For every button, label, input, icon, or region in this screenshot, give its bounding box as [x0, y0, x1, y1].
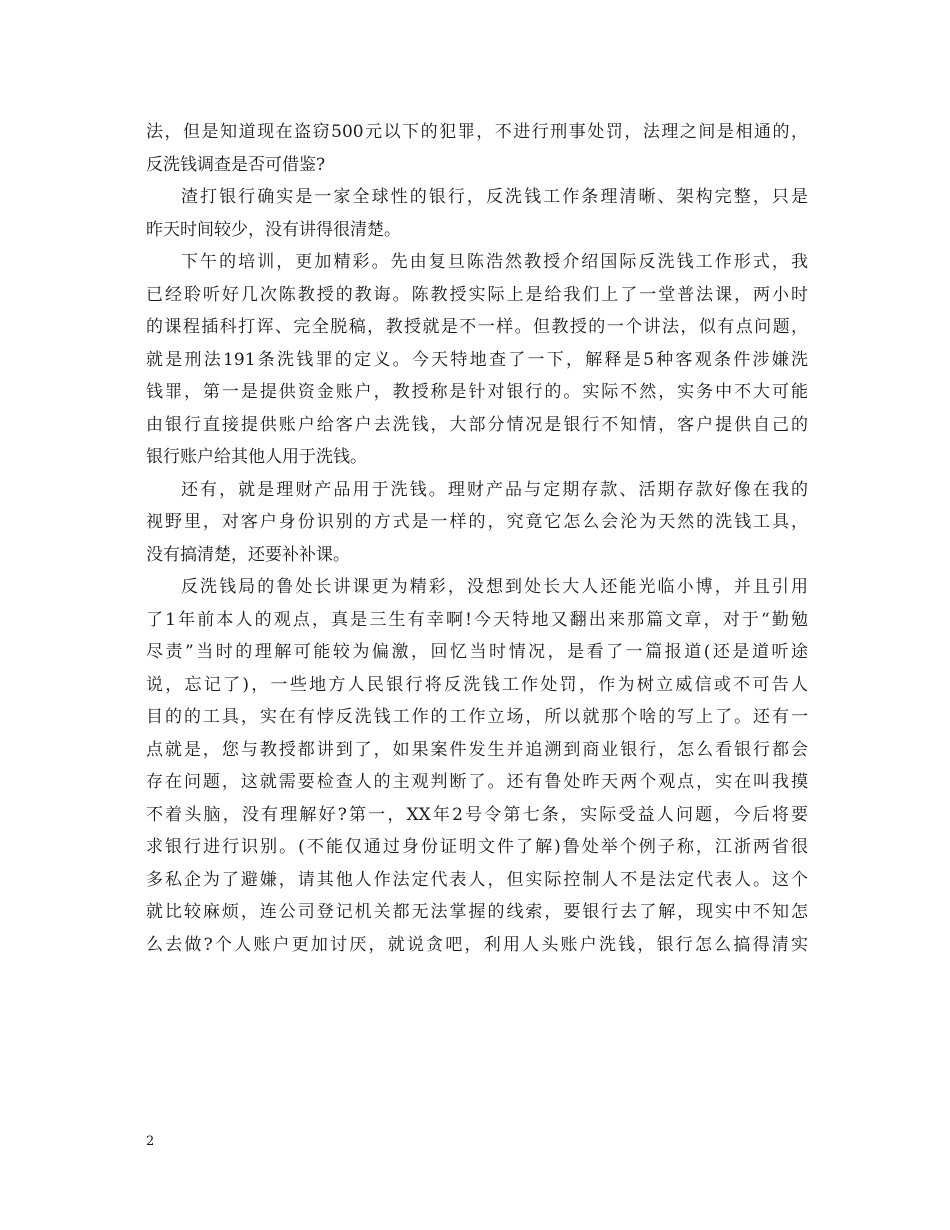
- text-line: 目的的工具，实在有悖反洗钱工作的工作立场，所以就那个啥的写上了。还有一: [146, 707, 808, 727]
- text-line: 没有搞清楚，还要补补课。: [146, 544, 350, 565]
- text-line: 么去做?个人账户更加讨厌，就说贪吧，利用人头账户洗钱，银行怎么搞得清实: [146, 934, 808, 955]
- text-line: 反洗钱调查是否可借鉴?: [146, 154, 326, 175]
- text-line: 已经聆听好几次陈教授的教诲。陈教授实际上是给我们上了一堂普法课，两小时: [146, 284, 808, 305]
- text-line: 点就是，您与教授都讲到了，如果案件发生并追溯到商业银行，怎么看银行都会: [146, 739, 808, 760]
- paragraph-first-line: 下午的培训，更加精彩。先由复旦陈浩然教授介绍国际反洗钱工作形式，我: [181, 252, 808, 272]
- text-line: 钱罪，第一是提供资金账户，教授称是针对银行的。实际不然，实务中不大可能: [146, 382, 808, 402]
- text-line: 求银行进行识别。(不能仅通过身份证明文件了解)鲁处举个例子称，江浙两省很: [146, 837, 808, 857]
- text-line: 就是刑法191条洗钱罪的定义。今天特地查了一下，解释是5种客观条件涉嫌洗: [146, 349, 808, 370]
- text-line: 存在问题，这就需要检查人的主观判断了。还有鲁处昨天两个观点，实在叫我摸: [146, 772, 808, 792]
- text-line: 视野里，对客户身份识别的方式是一样的，究竟它怎么会沦为天然的洗钱工具，: [146, 512, 808, 532]
- paragraph-first-line: 渣打银行确实是一家全球性的银行，反洗钱工作条理清晰、架构完整，只是: [181, 187, 808, 207]
- text-line: 法，但是知道现在盗窃500元以下的犯罪，不进行刑事处罚，法理之间是相通的，: [146, 122, 808, 142]
- text-line: 昨天时间较少，没有讲得很清楚。: [146, 219, 401, 240]
- text-line: 尽责”当时的理解可能较为偏激，回忆当时情况，是看了一篇报道(还是道听途: [146, 642, 808, 662]
- text-line: 不着头脑，没有理解好?第一，XX年2号令第七条，实际受益人问题，今后将要: [146, 804, 808, 825]
- page-number: 2: [146, 1134, 155, 1149]
- body-text: [146, 116, 808, 961]
- text-line: 银行账户给其他人用于洗钱。: [146, 447, 367, 467]
- text-line: 的课程插科打诨、完全脱稿，教授就是不一样。但教授的一个讲法，似有点问题，: [146, 317, 808, 337]
- text-line: 由银行直接提供账户给客户去洗钱，大部分情况是银行不知情，客户提供自己的: [146, 414, 808, 435]
- paragraph-first-line: 还有，就是理财产品用于洗钱。理财产品与定期存款、活期存款好像在我的: [181, 479, 808, 500]
- text-line: 了1年前本人的观点，真是三生有幸啊!今天特地又翻出来那篇文章，对于“勤勉: [146, 609, 808, 630]
- paragraph-first-line: 反洗钱局的鲁处长讲课更为精彩，没想到处长大人还能光临小博，并且引用: [181, 577, 808, 597]
- text-line: 就比较麻烦，连公司登记机关都无法掌握的线索，要银行去了解，现实中不知怎: [146, 902, 808, 922]
- text-line: 多私企为了避嫌，请其他人作法定代表人，但实际控制人不是法定代表人。这个: [146, 869, 808, 890]
- text-line: 说，忘记了)，一些地方人民银行将反洗钱工作处罚，作为树立威信或不可告人: [146, 674, 808, 695]
